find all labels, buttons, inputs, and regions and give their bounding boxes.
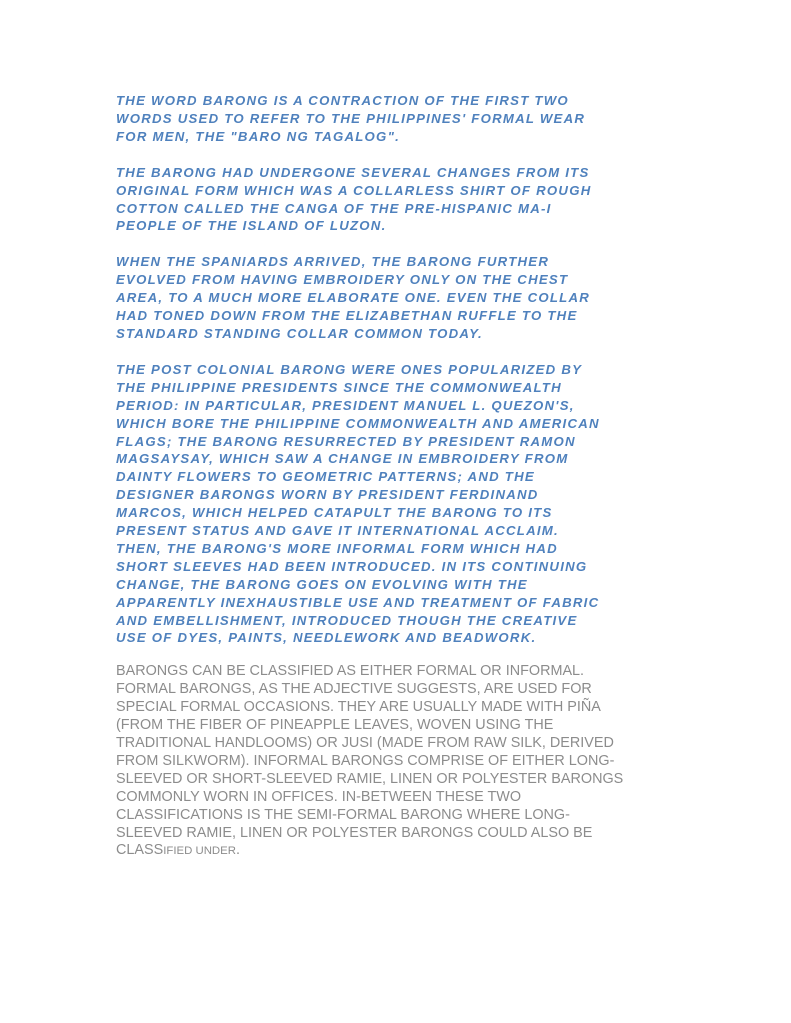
- paragraph-post-colonial: THE POST COLONIAL BARONG WERE ONES POPULARIZED BY THE PHILIPPINE PRESIDENTS SINCE THE COMMONWEALTH PERIOD: IN PARTICULAR, PRESIDENT MANUEL L. QUEZON'S, WHICH BORE THE PHILIPPINE COMMONWEALTH AND AMERICAN FLAGS; THE BARONG RESURRECTED BY PRESIDENT RAMON MAGSAYSAY, WHICH SAW A CHANGE IN EMBROIDERY FROM DAINTY FLOWERS TO GEOMETRIC PATTERNS; AND THE DESIGNER BARONGS WORN BY PRESIDENT FERDINAND MARCOS, WHICH HELPED CATAPULT THE BARONG TO ITS PRESENT STATUS AND GAVE IT INTERNATIONAL ACCLAIM. THEN, THE BARONG'S MORE INFORMAL FORM WHICH HAD SHORT SLEEVES HAD BEEN INTRODUCED. IN ITS CONTINUING CHANGE, THE BARONG GOES ON EVOLVING WITH THE APPARENTLY INEXHAUSTIBLE USE AND TREATMENT OF FABRIC AND EMBELLISHMENT, INTRODUCED THOUGH THE CREATIVE USE OF DYES, PAINTS, NEEDLEWORK AND BEADWORK.: [116, 361, 600, 646]
- paragraph-spanish-era: WHEN THE SPANIARDS ARRIVED, THE BARONG FURTHER EVOLVED FROM HAVING EMBROIDERY ONLY ON THE CHEST AREA, TO A MUCH MORE ELABORATE ONE. EVEN THE COLLAR HAD TONED DOWN FROM THE ELIZABETHAN RUFFLE TO THE STANDARD STANDING COLLAR COMMON TODAY.: [116, 254, 591, 341]
- classification-smallcaps-tail: IFIED UNDER: [163, 845, 236, 858]
- classification-end: .: [235, 842, 240, 859]
- document-body: [116, 92, 676, 861]
- paragraph-classification: [116, 663, 676, 861]
- paragraph-word-origin: THE WORD BARONG IS A CONTRACTION OF THE FIRST TWO WORDS USED TO REFER TO THE PHILIPPINES' FORMAL WEAR FOR MEN, THE "BARO NG TAGALOG".: [116, 93, 586, 144]
- paragraph-original-form: THE BARONG HAD UNDERGONE SEVERAL CHANGES FROM ITS ORIGINAL FORM WHICH WAS A COLLARLESS SHIRT OF ROUGH COTTON CALLED THE CANGA OF THE PRE-HISPANIC MA-I PEOPLE OF THE ISLAND OF LUZON.: [116, 164, 592, 234]
- classification-text: BARONGS CAN BE CLASSIFIED AS EITHER FORMAL OR INFORMAL. FORMAL BARONGS, AS THE ADJECTIVE SUGGESTS, ARE USED FOR SPECIAL FORMAL OCCASIONS. THEY ARE USUALLY MADE WITH PIÑA (FROM THE FIBER OF PINEAPPLE LEAVES, WOVEN USING THE TRADITIONAL HANDLOOMS) OR JUSI (MADE FROM RAW SILK, DERIVED FROM SILKWORM). INFORMAL BARONGS COMPRISE OF EITHER LONG- SLEEVED OR SHORT-SLEEVED RAMIE, LINEN OR POLYESTER BARONGS COMMONLY WORN IN OFFICES. IN-BETWEEN THESE TWO CLASSIFICATIONS IS THE SEMI-FORMAL BARONG WHERE LONG- SLEEVED RAMIE, LINEN OR POLYESTER BARONGS COULD ALSO BE CLASS: [116, 663, 624, 859]
